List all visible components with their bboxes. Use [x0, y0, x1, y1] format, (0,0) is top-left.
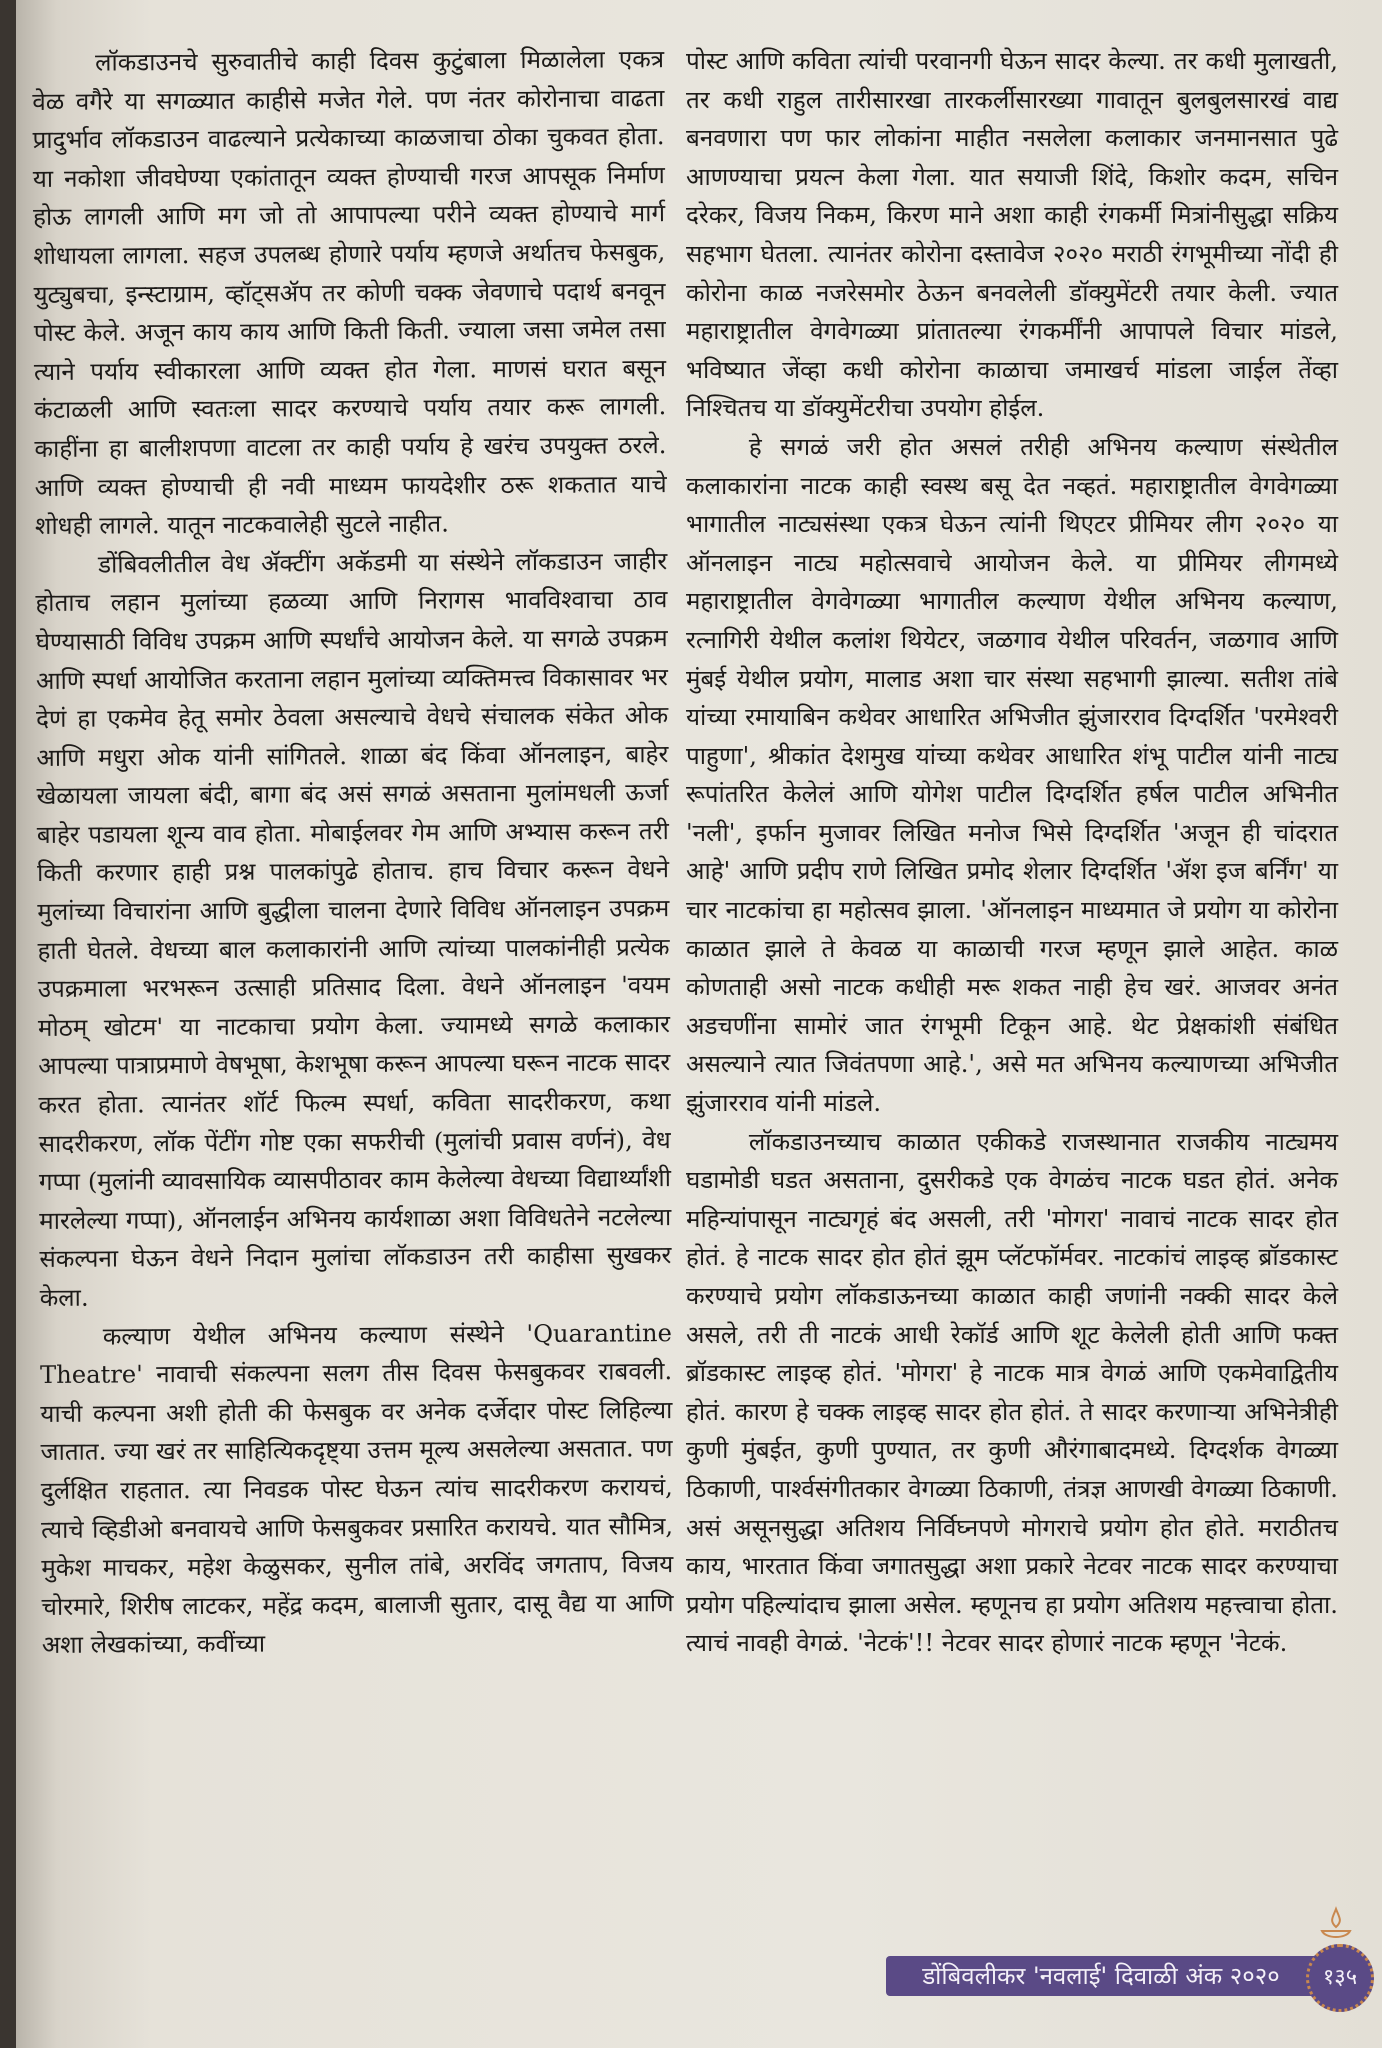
magazine-page: [16, 0, 1382, 2048]
paragraph-lockdown-intro: लॉकडाउनचे सुरुवातीचे काही दिवस कुटुंबाला मिळालेला एकत्र वेळ वगैरे या सगळ्यात काहीसे मजेत गेले. पण नंतर कोरोनाचा वाढता प्रादुर्भाव लॉकडाउन वाढल्याने प्रत्येकाच्या काळजाचा ठोका चुकवत होता. या नकोशा जीवघेण्या एकांतातून व्यक्त होण्याची गरज आपसूक निर्माण होऊ लागली आणि मग जो तो आपापल्या परीने व्यक्त होण्याचे मार्ग शोधायला लागला. सहज उपलब्ध होणारे पर्याय म्हणजे अर्थातच फेसबुक, युट्युबचा, इन्स्टाग्राम, व्हॉट्सॲप तर कोणी चक्क जेवणाचे पदार्थ बनवून पोस्ट केले. अजून काय काय आणि किती किती. ज्याला जसा जमेल तसा त्याने पर्याय स्वीकारला आणि व्यक्त होत गेला. माणसं घरात बसून कंटाळली आणि स्वतःला सादर करण्याचे पर्याय तयार करू लागली. काहींना हा बालीशपणा वाटला तर काही पर्याय हे खरंच उपयुक्त ठरले. आणि व्यक्त होण्याची ही नवी माध्यम फायदेशीर ठरू शकतात याचे शोधही लागले. यातून नाटकवालेही सुटले नाहीत.: [32, 45, 667, 541]
paragraph-quarantine-theatre-cont: पोस्ट आणि कविता त्यांची परवानगी घेऊन सादर केल्या. तर कधी मुलाखती, तर कधी राहुल तारीसारखा तारकर्लीसारख्या गावातून बुलबुलसारखं वाद्य बनवणारा पण फार लोकांना माहीत नसलेला कलाकार जनमानसात पुढे आणण्याचा प्रयत्न केला गेला. यात सयाजी शिंदे, किशोर कदम, सचिन दरेकर, विजय निकम, किरण माने अशा काही रंगकर्मी मित्रांनीसुद्धा सक्रिय सहभाग घेतला. त्यानंतर कोरोना दस्तावेज २०२० मराठी रंगभूमीच्या नोंदी ही कोरोना काळ नजरेसमोर ठेऊन बनवलेली डॉक्युमेंटरी तयार केली. ज्यात महाराष्ट्रातील वेगवेगळ्या प्रांतातल्या रंगकर्मींनी आपापले विचार मांडले, भविष्यात जेंव्हा कधी कोरोना काळाचा जमाखर्च मांडला जाईल तेंव्हा निश्चितच या डॉक्युमेंटरीचा उपयोग होईल.: [686, 47, 1338, 423]
paragraph-quarantine-theatre: कल्याण येथील अभिनय कल्याण संस्थेने 'Quarantine Theatre' नावाची संकल्पना सलग तीस दिवस फेसबुकवर राबवली. याची कल्पना अशी होती की फेसबुक वर अनेक दर्जेदार पोस्ट लिहिल्या जातात. ज्या खरं तर साहित्यिकदृष्ट्या उत्तम मूल्य असलेल्या असतात. पण दुर्लक्षित राहतात. त्या निवडक पोस्ट घेऊन त्यांच सादरीकरण करायचं, त्याचे व्हिडीओ बनवायचे आणि फेसबुकवर प्रसारित करायचे. यात सौमित्र, मुकेश माचकर, महेश केळुसकर, सुनील तांबे, अरविंद जगताप, विजय चोरमारे, शिरीष लाटकर, महेंद्र कदम, बालाजी सुतार, दासू वैद्य या आणि अशा लेखकांच्या, कवींच्या: [40, 1318, 674, 1660]
paragraph-theatre-premier-league: हे सगळं जरी होत असलं तरीही अभिनय कल्याण संस्थेतील कलाकारांना नाटक काही स्वस्थ बसू देत नव्हतं. महाराष्ट्रातील वेगवेगळ्या भागातील नाट्यसंस्था एकत्र घेऊन त्यांनी थिएटर प्रीमियर लीग २०२० या ऑनलाइन नाट्य महोत्सवाचे आयोजन केले. या प्रीमियर लीगमध्ये महाराष्ट्रातील वेगवेगळ्या भागातील कल्याण येथील अभिनय कल्याण, रत्नागिरी येथील कलांश थियेटर, जळगाव येथील परिवर्तन, जळगाव आणि मुंबई येथील प्रयोग, मालाड अशा चार संस्था सहभागी झाल्या. सतीश तांबे यांच्या रमायाबिन कथेवर आधारित अभिजीत झुंजारराव दिग्दर्शित 'परमेश्वरी पाहुणा', श्रीकांत देशमुख यांच्या कथेवर आधारित शंभू पाटील यांनी नाट्य रूपांतरित केलेलं आणि योगेश पाटील दिग्दर्शित हर्षल पाटील अभिनीत 'नली', इर्फान मुजावर लिखित मनोज भिसे दिग्दर्शित 'अजून ही चांदरात आहे' आणि प्रदीप राणे लिखित प्रमोद शेलार दिग्दर्शित 'ॲश इज बर्निंग' या चार नाटकांचा हा महोत्सव झाला. 'ऑनलाइन माध्यमात जे प्रयोग या कोरोना काळात झाले ते केवळ या काळाची गरज म्हणून झाले आहेत. काळ कोणताही असो नाटक कधीही मरू शकत नाही हेच खरं. आजवर अनंत अडचणींना सामोरं जात रंगभूमी टिकून आहे. थेट प्रेक्षकांशी संबंधित असल्याने त्यात जिवंतपणा आहे.', असे मत अभिनय कल्याणच्या अभिजीत झुंजारराव यांनी मांडले.: [686, 432, 1338, 1118]
footer-title: डोंबिवलीकर 'नवलाई' दिवाळी अंक २०२०: [886, 1956, 1316, 1996]
left-column: [32, 40, 674, 1665]
right-column: [686, 42, 1338, 1663]
diya-ornament-icon: [1316, 1905, 1356, 1945]
paragraph-vedh-academy: डोंबिवलीतील वेध ॲक्टींग अकॅडमी या संस्थेने लॉकडाउन जाहीर होताच लहान मुलांच्या हळव्या आणि निरागस भावविश्वाचा ठाव घेण्यासाठी विविध उपक्रम आणि स्पर्धांचे आयोजन केले. या सगळे उपक्रम आणि स्पर्धा आयोजित करताना लहान मुलांच्या व्यक्तिमत्त्व विकासावर भर देणं हा एकमेव हेतू समोर ठेवला असल्याचे वेधचे संचालक संकेत ओक आणि मधुरा ओक यांनी सांगितले. शाळा बंद किंवा ऑनलाइन, बाहेर खेळायला जायला बंदी, बागा बंद असं सगळं असताना मुलांमधली ऊर्जा बाहेर पडायला शून्य वाव होता. मोबाईलवर गेम आणि अभ्यास करून तरी किती करणार हाही प्रश्न पालकांपुढे होताच. हाच विचार करून वेधने मुलांच्या विचारांना आणि बुद्धीला चालना देणारे विविध ऑनलाइन उपक्रम हाती घेतले. वेधच्या बाल कलाकारांनी आणि त्यांच्या पालकांनीही प्रत्येक उपक्रमाला भरभरून उत्साही प्रतिसाद दिला. वेधने ऑनलाइन 'वयम मोठम् खोटम' या नाटकाचा प्रयोग केला. ज्यामध्ये सगळे कलाकार आपल्या पात्राप्रमाणे वेषभूषा, केशभूषा करून आपल्या घरून नाटक सादर करत होता. त्यानंतर शॉर्ट फिल्म स्पर्धा, कविता सादरीकरण, कथा सादरीकरण, लॉक पेंटींग गोष्ट एका सफरीची (मुलांची प्रवास वर्णनं), वेध गप्पा (मुलांनी व्यावसायिक व्यासपीठावर काम केलेल्या वेधच्या विद्यार्थ्यांशी मारलेल्या गप्पा), ऑनलाईन अभिनय कार्यशाळा अशा विविधतेने नटलेल्या संकल्पना घेऊन वेधने निदान मुलांचा लॉकडाउन तरी काहीसा सुखकर केला.: [35, 546, 672, 1312]
paragraph-mogra-natak: लॉकडाउनच्याच काळात एकीकडे राजस्थानात राजकीय नाट्यमय घडामोडी घडत असताना, दुसरीकडे एक वेगळंच नाटक घडत होतं. अनेक महिन्यांपासून नाट्यगृहं बंद असली, तरी 'मोगरा' नावाचं नाटक सादर होत होतं. हे नाटक सादर होत होतं झूम प्लॅटफॉर्मवर. नाटकांचं लाइव्ह ब्रॉडकास्ट करण्याचे प्रयोग लॉकडाऊनच्या काळात काही जणांनी नक्की सादर केले असले, तरी ती नाटकं आधी रेकॉर्ड आणि शूट केलेली होती आणि फक्त ब्रॉडकास्ट लाइव्ह होतं. 'मोगरा' हे नाटक मात्र वेगळं आणि एकमेवाद्वितीय होतं. कारण हे चक्क लाइव्ह सादर होत होतं. ते सादर करणाऱ्या अभिनेत्रीही कुणी मुंबईत, कुणी पुण्यात, तर कुणी औरंगाबादमध्ये. दिग्दर्शक वेगळ्या ठिकाणी, पार्श्वसंगीतकार वेगळ्या ठिकाणी, तंत्रज्ञ आणखी वेगळ्या ठिकाणी. असं असूनसुद्धा अतिशय निर्विघ्नपणे मोगराचे प्रयोग होत होते. मराठीतच काय, भारतात किंवा जगातसुद्धा अशा प्रकारे नेटवर नाटक सादर करण्याचा प्रयोग पहिल्यांदाच झाला असेल. म्हणूनच हा प्रयोग अतिशय महत्त्वाचा होता. त्याचं नावही वेगळं. 'नेटकं'!! नेटवर सादर होणारं नाटक म्हणून 'नेटकं.: [686, 1127, 1338, 1658]
page-number: १३५: [1306, 1944, 1374, 2012]
